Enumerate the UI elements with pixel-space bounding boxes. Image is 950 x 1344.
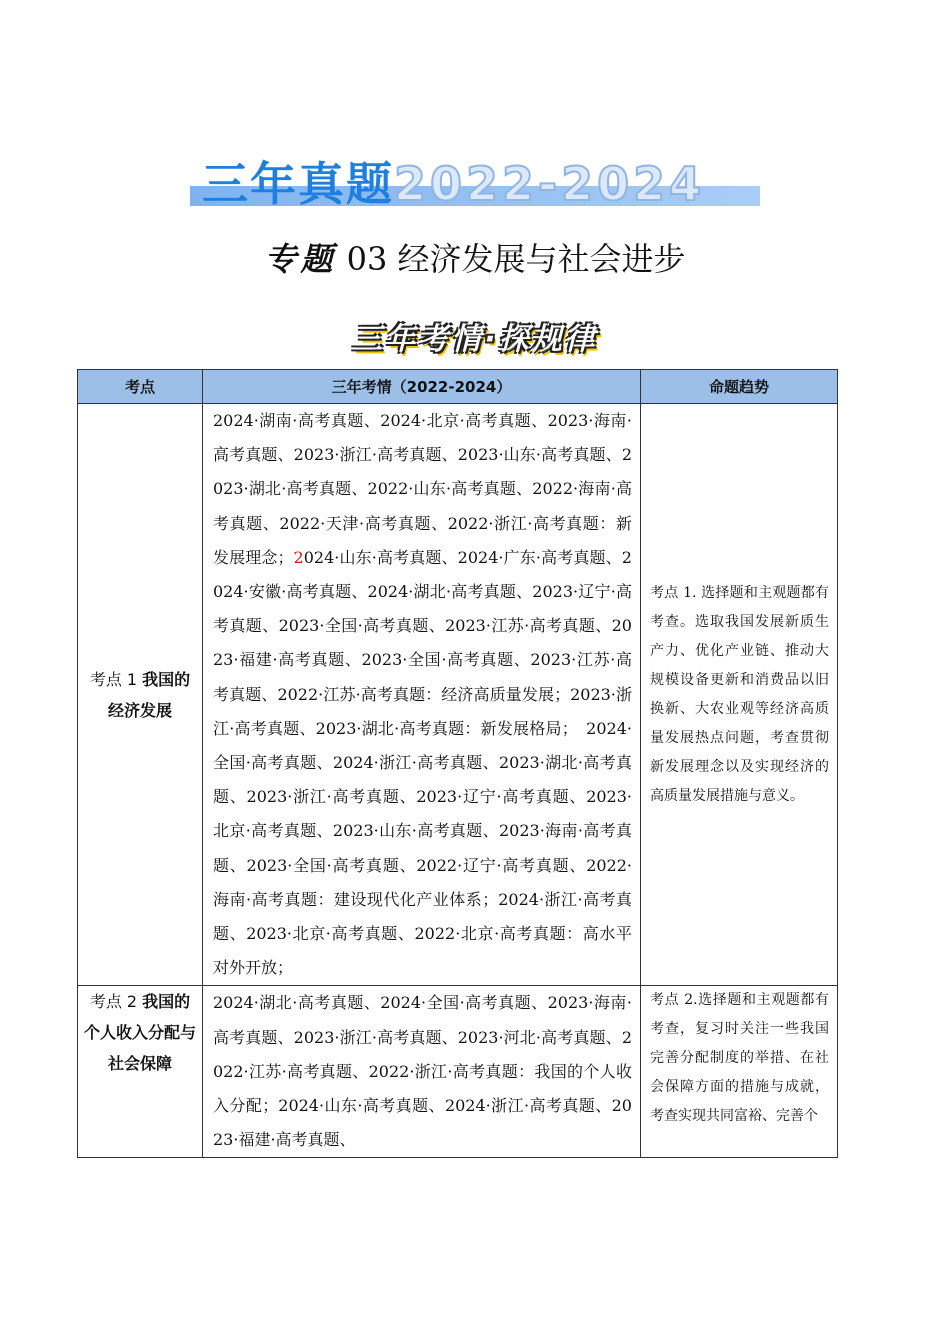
title-keyword: 专题 bbox=[264, 240, 337, 278]
banner-text bbox=[202, 148, 705, 214]
page-title bbox=[0, 234, 950, 280]
table-row bbox=[78, 986, 838, 1158]
header-trend: 命题趋势 bbox=[641, 370, 838, 404]
cases-text-2: 024·山东·高考真题、2024·广东·高考真题、2024·安徽·高考真题、2024·湖北·高考真题、2023·辽宁·高考真题、2023·全国·高考真题、2023·江苏·高考真题、2023·福建·高考真题、2023·全国·高考真题、2023·江苏·高考真题、2022·江苏·高考真题：经济高质量发展；2023·浙江·高考真题、2023·湖北·高考真题：新发展格局； 2024·全国·高考真题、2024·浙江·高考真题、2023·湖北·高考真题、2023·浙江·高考真题、2023·辽宁·高考真题、2023·北京·高考真题、2023·山东·高考真题、2023·海南·高考真题、2023·全国·高考真题、2022·辽宁·高考真题、2022·海南·高考真题：建设现代化产业体系；2024·浙江·高考真题、2023·北京·高考真题、2022·北京·高考真题：高水平对外开放； bbox=[213, 547, 632, 978]
banner-years: 2022-2024 bbox=[394, 157, 706, 211]
trend-cell: 考点 1. 选择题和主观题都有考查。选取我国发展新质生产力、优化产业链、推动大规模设备更新和消费品以旧换新、大农业观等经济高质量发展热点问题，考查贯彻新发展理念以及实现经济的高质量发展措施与意义。 bbox=[641, 404, 838, 986]
topic-name: 我国的经济发展 bbox=[107, 669, 191, 720]
cases-text-1: 2024·湖南·高考真题、2024·北京·高考真题、2023·海南·高考真题、2023·浙江·高考真题、2023·山东·高考真题、2023·湖北·高考真题、2022·山东·高考真题、2022·海南·高考真题、2022·天津·高考真题、2022·浙江·高考真题：新发展理念； bbox=[213, 411, 632, 567]
topic-cell bbox=[78, 986, 203, 1158]
table-header-row bbox=[78, 370, 838, 404]
title-topic: 经济发展与社会进步 bbox=[397, 240, 686, 278]
cases-cell bbox=[203, 404, 641, 986]
topic-prefix: 考点 1 bbox=[89, 669, 143, 689]
trend-cell: 考点 2.选择题和主观题都有考查，复习时关注一些我国完善分配制度的举措、在社会保障方面的措施与成就，考查实现共同富裕、完善个 bbox=[641, 986, 838, 1158]
title-number: 03 bbox=[346, 240, 388, 278]
topic-cell bbox=[78, 404, 203, 986]
header-cases: 三年考情（2022-2024） bbox=[203, 370, 641, 404]
header-topic: 考点 bbox=[78, 370, 203, 404]
topic-prefix: 考点 2 bbox=[89, 992, 143, 1012]
exam-analysis-table bbox=[77, 369, 838, 1158]
table-row bbox=[78, 404, 838, 986]
cases-cell: 2024·湖北·高考真题、2024·全国·高考真题、2023·海南·高考真题、2023·浙江·高考真题、2023·河北·高考真题、2022·江苏·高考真题、2022·浙江·高考真题：我国的个人收入分配；2024·山东·高考真题、2024·浙江·高考真题、2023·福建·高考真题、 bbox=[203, 986, 641, 1158]
banner-main: 三年真题 bbox=[202, 157, 394, 211]
topic-name: 我国的个人收入分配与社会保障 bbox=[84, 992, 197, 1074]
section-banner: 三年考情·探规律 bbox=[352, 322, 598, 357]
header-banner bbox=[190, 148, 760, 210]
cases-red-char: 2 bbox=[293, 547, 304, 567]
